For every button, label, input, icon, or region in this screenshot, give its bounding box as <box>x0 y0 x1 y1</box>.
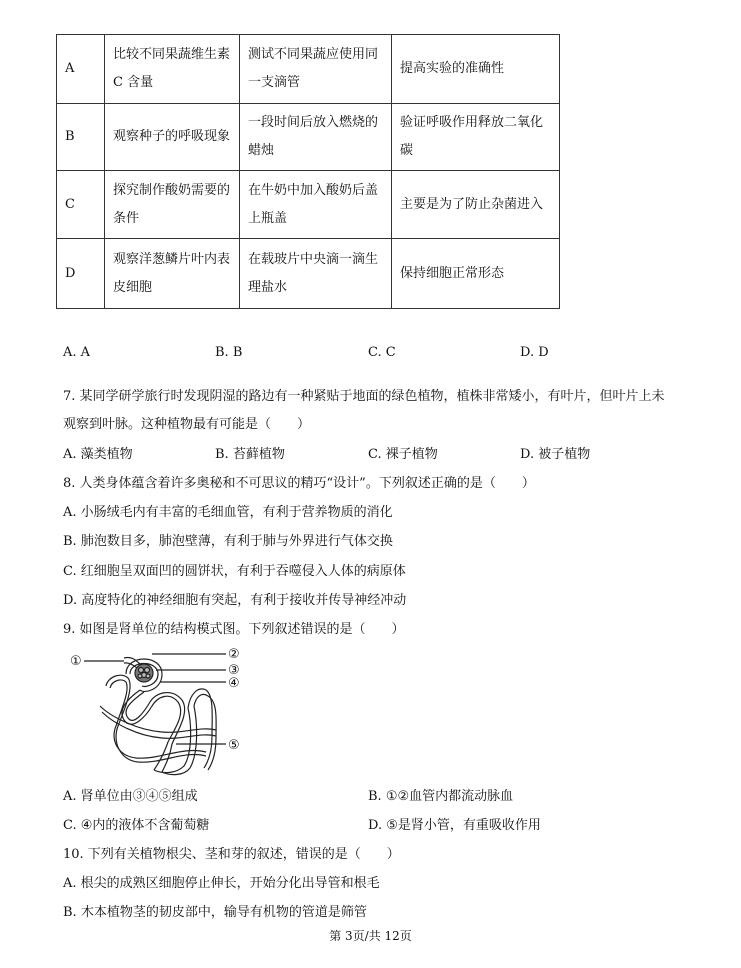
table-row <box>57 171 560 239</box>
table-cell: 提高实验的准确性 <box>392 35 560 104</box>
label-4: ④ <box>228 676 240 691</box>
table-cell: 观察种子的呼吸现象 <box>105 104 240 171</box>
q7-stem-line1: 7. 某同学研学旅行时发现阴湿的路边有一种紧贴于地面的绿色植物，植株非常矮小，有叶片，但叶片上未 <box>63 389 665 404</box>
table-row <box>57 104 560 171</box>
row-label: D <box>57 239 105 309</box>
q9-stem: 9. 如图是肾单位的结构模式图。下列叙述错误的是（ ） <box>63 622 405 637</box>
q8-option-b: B. 肺泡数目多，肺泡壁薄，有利于肺与外界进行气体交换 <box>63 534 393 549</box>
experiment-table <box>56 34 560 309</box>
row-label: B <box>57 104 105 171</box>
q6-option-b: B. B <box>215 345 243 360</box>
label-5: ⑤ <box>228 738 240 753</box>
table-cell: 测试不同果蔬应使用同 一支滴管 <box>240 35 392 104</box>
q7-option-a: A. 藻类植物 <box>63 447 133 462</box>
table-cell: 保持细胞正常形态 <box>392 239 560 309</box>
q7-option-c: C. 裸子植物 <box>368 447 438 462</box>
q7-option-d: D. 被子植物 <box>520 447 591 462</box>
table-row <box>57 239 560 309</box>
q8-option-a: A. 小肠绒毛内有丰富的毛细血管，有利于营养物质的消化 <box>63 505 393 520</box>
row-label: A <box>57 35 105 104</box>
table-cell: 在牛奶中加入酸奶后盖 上瓶盖 <box>240 171 392 239</box>
q10-option-a: A. 根尖的成熟区细胞停止伸长，开始分化出导管和根毛 <box>63 876 380 891</box>
label-1: ① <box>70 654 82 669</box>
table-cell: 主要是为了防止杂菌进入 <box>392 171 560 239</box>
q10-option-b: B. 木本植物茎的韧皮部中，输导有机物的管道是筛管 <box>63 905 367 920</box>
q7-stem-line2: 观察到叶脉。这种植物最有可能是（ ） <box>63 417 311 432</box>
q9-option-b: B. ①②血管内都流动脉血 <box>368 789 514 804</box>
table-cell: 观察洋葱鳞片叶内表 皮细胞 <box>105 239 240 309</box>
q9-option-a: A. 肾单位由③④⑤组成 <box>63 789 198 804</box>
label-2: ② <box>228 647 240 662</box>
nephron-diagram <box>66 646 256 780</box>
q7-option-b: B. 苔藓植物 <box>215 447 285 462</box>
q9-option-c: C. ④内的液体不含葡萄糖 <box>63 818 210 833</box>
q8-stem: 8. 人类身体蕴含着许多奥秘和不可思议的精巧“设计”。下列叙述正确的是（ ） <box>63 476 535 491</box>
label-3: ③ <box>228 663 240 678</box>
row-label: C <box>57 171 105 239</box>
table-cell: 在载玻片中央滴一滴生 理盐水 <box>240 239 392 309</box>
q8-option-c: C. 红细胞呈双面凹的圆饼状，有利于吞噬侵入人体的病原体 <box>63 564 406 579</box>
table-cell: 探究制作酸奶需要的 条件 <box>105 171 240 239</box>
q6-option-c: C. C <box>368 345 396 360</box>
q10-stem: 10. 下列有关植物根尖、茎和芽的叙述，错误的是（ ） <box>63 847 400 862</box>
q8-option-d: D. 高度特化的神经细胞有突起，有利于接收并传导神经冲动 <box>63 593 407 608</box>
table-cell: 比较不同果蔬维生素 C 含量 <box>105 35 240 104</box>
q9-option-d: D. ⑤是肾小管，有重吸收作用 <box>368 818 541 833</box>
table-cell: 一段时间后放入燃烧的 蜡烛 <box>240 104 392 171</box>
table-row <box>57 35 560 104</box>
q6-option-d: D. D <box>520 345 549 360</box>
q6-option-a: A. A <box>63 345 91 360</box>
page-footer: 第 3页/共 12页 <box>329 929 412 943</box>
table-cell: 验证呼吸作用释放二氧化 碳 <box>392 104 560 171</box>
